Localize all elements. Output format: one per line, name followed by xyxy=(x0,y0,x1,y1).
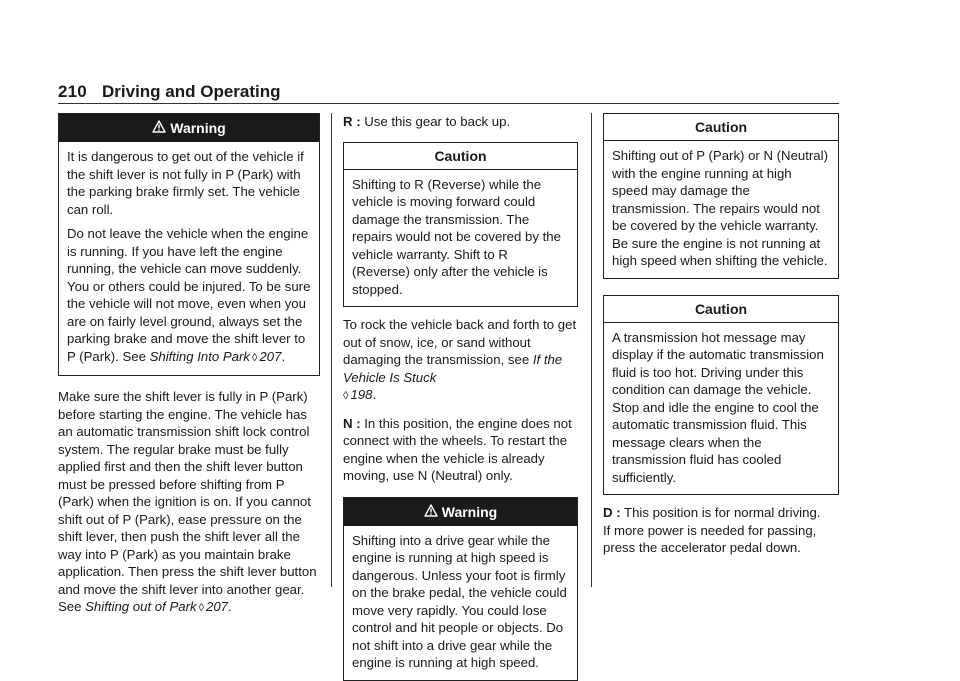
warning-box-drive xyxy=(343,497,578,681)
caution-box-high-speed xyxy=(603,113,839,279)
sentence-end: . xyxy=(372,387,377,402)
drive-text-2: If more power is needed for passing, press the accelerator pedal down. xyxy=(603,522,817,555)
drive-text: This position is for normal driving. xyxy=(620,505,821,520)
vehicle-stuck-link[interactable]: If the Vehicle Is Stuck xyxy=(343,352,563,385)
warning-triangle-icon xyxy=(424,498,438,526)
caution-paragraph: Shifting to R (Reverse) while the vehicle is moving forward could damage the transmission. The repairs would not be covered by the vehicle warranty. Shift to R (Reverse) only after the vehicle is stopped. xyxy=(352,176,561,297)
caution-title: Caution xyxy=(604,296,838,323)
caution-body xyxy=(604,141,838,278)
sentence-end: . xyxy=(281,348,286,364)
page-number: 210 xyxy=(58,82,87,101)
column-divider-2 xyxy=(591,113,592,587)
column-divider-1 xyxy=(331,113,332,587)
reverse-text: Use this gear to back up. xyxy=(360,114,511,129)
caution-title: Caution xyxy=(604,114,838,141)
caution-body xyxy=(604,323,838,495)
page-ref-number[interactable]: 207 xyxy=(259,348,282,364)
shifting-out-of-park-link[interactable]: Shifting out of Park xyxy=(85,599,197,614)
caution-body xyxy=(344,170,577,307)
rock-vehicle-text: To rock the vehicle back and forth to get out of snow, ice, or sand without damaging the transmission, see xyxy=(343,317,577,367)
warning-paragraph-1: It is dangerous to get out of the vehicle if the shift lever is not fully in P (Park) with the parking brake firmly set. The vehicle can roll. xyxy=(67,149,304,217)
warning-paragraph-2-text: Do not leave the vehicle when the engine is running. If you have left the engine running, the vehicle can move suddenly. You or others could be injured. To be sure the vehicle will not move, even when you are on fairly level ground, always set the parking brake and move the shift lever to P (Park). See xyxy=(67,226,311,364)
sentence-end: . xyxy=(228,599,232,614)
page-ref-number[interactable]: 198 xyxy=(350,387,373,402)
warning-title: Warning xyxy=(441,503,498,520)
shift-lock-paragraph xyxy=(58,388,320,618)
column-2 xyxy=(343,113,578,681)
page-ref-arrow-icon: ◊ xyxy=(343,390,349,402)
rock-vehicle-paragraph xyxy=(343,316,578,406)
page-ref-arrow-icon: ◊ xyxy=(198,602,205,614)
neutral-text: In this position, the engine does not connect with the wheels. To restart the engine when the vehicle is already moving, use N (Neutral) only. xyxy=(343,415,572,483)
page-header xyxy=(58,82,838,104)
caution-paragraph: Shifting out of P (Park) or N (Neutral) with the engine running at high speed may damage the transmission. The repairs would not be covered by the vehicle warranty. Be sure the engine is not running at high speed when shifting the vehicle. xyxy=(612,148,828,268)
warning-paragraph: Shifting into a drive gear while the engine is running at high speed is dangerous. Unless your foot is firmly on the brake pedal, the vehicle could move very rapidly. You could lose control and hit people or objects. Do not shift into a drive gear while the engine is running at high speed. xyxy=(352,532,567,670)
reverse-paragraph xyxy=(343,113,578,131)
caution-title: Caution xyxy=(344,143,577,170)
page-ref-arrow-icon: ◊ xyxy=(252,351,258,364)
drive-paragraph xyxy=(603,504,839,557)
warning-box-park xyxy=(58,113,320,376)
shifting-into-park-link[interactable]: Shifting Into Park xyxy=(149,348,251,364)
reverse-label: R : xyxy=(343,114,361,129)
caution-paragraph: A transmission hot message may display if the automatic transmission fluid is too hot. Driving under this condition can damage the vehicle. Stop and idle the engine to cool the automatic transmission fluid. This message clears when the transmission fluid has cooled sufficiently. xyxy=(612,329,824,485)
warning-paragraph-2 xyxy=(67,225,311,367)
shift-lock-text: Make sure the shift lever is fully in P (Park) before starting the engine. The vehicle has an automatic transmission shift lock control system. The regular brake must be fully applied first and then the shift lever button must be pressed before shifting from P (Park) when the ignition is on. If you cannot shift out of P (Park), ease pressure on the shift lever, then push the shift lever all the way into P (Park) as you maintain brake application. Then press the shift lever button and move the shift lever into another gear. See xyxy=(58,389,317,614)
warning-body xyxy=(59,142,319,375)
drive-label: D : xyxy=(603,505,621,520)
warning-body xyxy=(344,526,577,680)
warning-header xyxy=(344,498,577,526)
header-rule xyxy=(58,103,839,104)
warning-header xyxy=(59,114,319,142)
caution-box-reverse xyxy=(343,142,578,308)
section-title: Driving and Operating xyxy=(102,82,281,101)
warning-triangle-icon xyxy=(152,114,166,142)
column-1 xyxy=(58,113,320,618)
page-ref-number[interactable]: 207 xyxy=(206,599,229,614)
column-3 xyxy=(603,113,839,557)
neutral-paragraph xyxy=(343,415,578,485)
neutral-label: N : xyxy=(343,415,361,431)
caution-box-transmission-hot xyxy=(603,295,839,496)
warning-title: Warning xyxy=(170,120,226,136)
